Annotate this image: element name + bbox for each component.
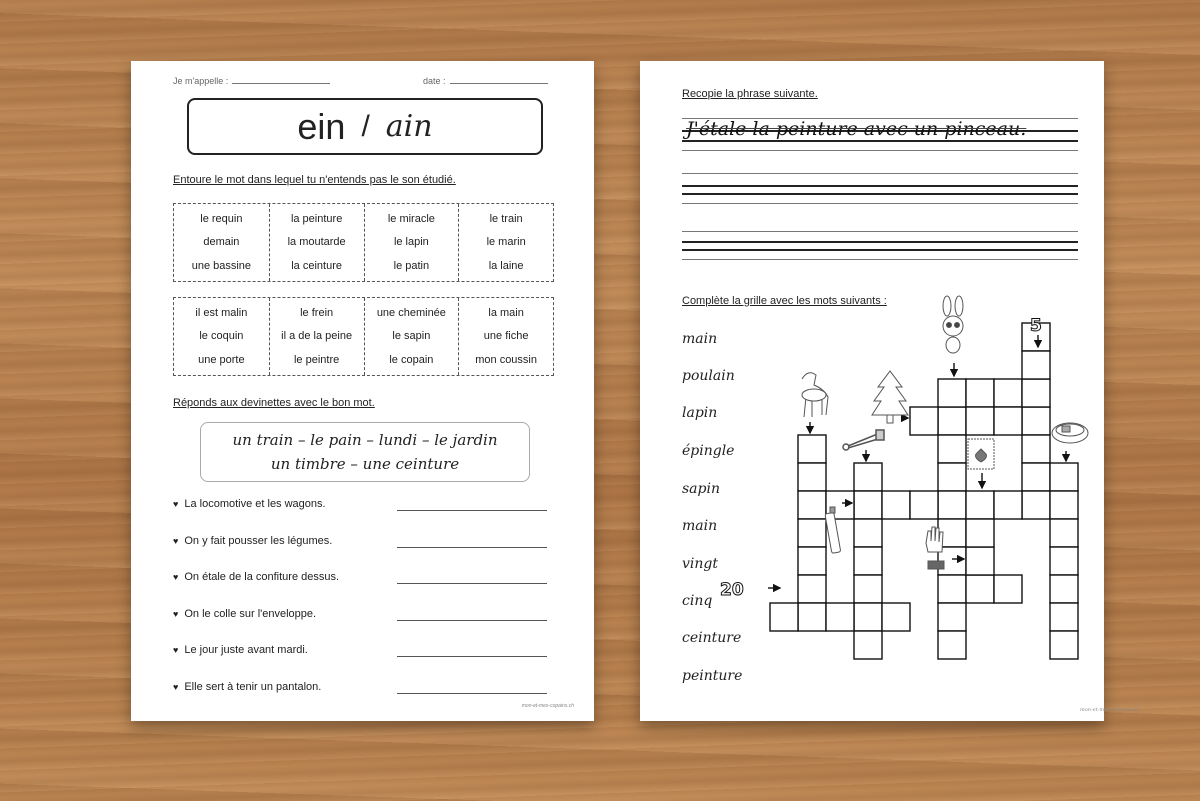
crossword-cell[interactable]	[910, 407, 938, 435]
heart-icon: ♥	[173, 682, 179, 692]
word-cell[interactable]: le requin	[200, 212, 243, 225]
crossword-cell[interactable]	[798, 519, 826, 547]
word-cell[interactable]: le frein	[300, 306, 334, 319]
crossword-cell[interactable]	[1022, 407, 1050, 435]
fir-tree-icon	[872, 371, 908, 423]
word-column	[174, 204, 269, 281]
answer-line[interactable]	[397, 547, 547, 548]
instruction-crossword: Complète la grille avec les mots suivants :	[682, 295, 887, 307]
word-cell[interactable]: la ceinture	[291, 260, 342, 273]
crossword-cell[interactable]	[798, 435, 826, 463]
date-label: date :	[423, 76, 446, 86]
word-list-item: main	[682, 518, 718, 534]
title-box	[187, 98, 543, 155]
crossword-cell[interactable]	[1050, 575, 1078, 603]
word-cell[interactable]: la peinture	[290, 212, 343, 225]
riddle-row	[173, 681, 548, 693]
crossword-grid	[640, 61, 1139, 721]
word-table-2	[173, 297, 554, 376]
crossword-cell[interactable]	[966, 519, 994, 547]
riddle-row	[173, 571, 548, 583]
word-column	[174, 298, 269, 375]
heart-icon: ♥	[173, 536, 179, 546]
word-cell[interactable]: la moutarde	[287, 236, 346, 249]
crossword-cell[interactable]	[1022, 435, 1050, 463]
crossword-cell[interactable]	[854, 575, 882, 603]
answer-line[interactable]	[397, 583, 547, 584]
crossword-cell[interactable]	[938, 435, 966, 463]
riddle-text: Elle sert à tenir un pantalon.	[184, 681, 322, 693]
crossword-cell[interactable]	[826, 603, 854, 631]
title-ein: ein	[297, 105, 346, 147]
crossword-cell[interactable]	[938, 407, 966, 435]
name-field[interactable]	[173, 76, 330, 86]
word-cell[interactable]: le coquin	[199, 330, 244, 343]
word-cell[interactable]: le lapin	[393, 236, 429, 249]
crossword-cell[interactable]	[798, 491, 826, 519]
instruction-circle-word: Entoure le mot dans lequel tu n'entends pas le son étudié.	[173, 174, 456, 186]
answer-word-bank	[200, 422, 530, 482]
crossword-cell[interactable]	[1022, 491, 1050, 519]
answer-line[interactable]	[397, 693, 547, 694]
answer-line[interactable]	[397, 620, 547, 621]
horse-icon	[802, 373, 828, 417]
word-cell[interactable]: la laine	[488, 260, 524, 273]
crossword-cell[interactable]	[854, 603, 882, 631]
word-cell[interactable]: le peintre	[293, 354, 340, 367]
word-column	[458, 204, 553, 281]
crossword-cell[interactable]	[966, 547, 994, 575]
instruction-riddles: Réponds aux devinettes avec le bon mot.	[173, 397, 375, 409]
word-column	[269, 204, 364, 281]
answer-line[interactable]	[397, 510, 547, 511]
crossword-cell[interactable]	[938, 379, 966, 407]
stamp-icon	[968, 439, 994, 469]
word-cell[interactable]: la main	[488, 306, 524, 319]
instruction-copy: Recopie la phrase suivante.	[682, 88, 818, 100]
riddle-row	[173, 498, 548, 510]
rabbit-icon	[943, 296, 963, 353]
word-column	[364, 298, 459, 375]
crossword-cell[interactable]	[798, 463, 826, 491]
crossword-cell[interactable]	[966, 491, 994, 519]
heart-icon: ♥	[173, 609, 179, 619]
word-list-item: ceinture	[682, 630, 742, 646]
word-list-item: peinture	[682, 668, 743, 684]
crossword-cell[interactable]	[1050, 603, 1078, 631]
crossword-cell[interactable]	[994, 407, 1022, 435]
crossword-cell[interactable]	[994, 575, 1022, 603]
word-cell[interactable]: il a de la peine	[281, 330, 353, 343]
crossword-cell[interactable]	[910, 491, 938, 519]
word-column	[269, 298, 364, 375]
riddle-row	[173, 608, 548, 620]
belt-icon	[1052, 423, 1088, 443]
worksheet-left	[131, 61, 594, 721]
word-cell[interactable]: le patin	[393, 260, 430, 273]
credit-text-right: mon-et-mes-copains.ch	[1080, 707, 1139, 713]
crossword-cell[interactable]	[1022, 351, 1050, 379]
word-cell[interactable]: le copain	[389, 354, 434, 367]
crossword-cell[interactable]	[994, 379, 1022, 407]
word-list-item: lapin	[682, 405, 718, 421]
riddle-row	[173, 535, 548, 547]
word-list-item: vingt	[682, 556, 718, 572]
crossword-cell[interactable]	[938, 631, 966, 659]
crossword-cell[interactable]	[1050, 491, 1078, 519]
word-cell[interactable]: mon coussin	[475, 354, 537, 367]
crossword-cell[interactable]	[882, 603, 910, 631]
word-list-item: main	[682, 331, 718, 347]
crossword-cell[interactable]	[770, 603, 798, 631]
model-sentence: J'étale la peinture avec un pinceau.	[686, 118, 1027, 140]
word-list-item: cinq	[682, 593, 713, 609]
heart-icon: ♥	[173, 499, 179, 509]
word-column	[458, 298, 553, 375]
title-slash: /	[361, 109, 370, 143]
glove-icon	[926, 527, 944, 569]
heart-icon: ♥	[173, 645, 179, 655]
title-ain: ain	[385, 109, 433, 144]
word-cell[interactable]: une bassine	[191, 260, 252, 273]
crossword-cell[interactable]	[938, 491, 966, 519]
clue-number-5: 5	[1030, 316, 1042, 336]
word-list-item: épingle	[682, 443, 735, 459]
crossword-cell[interactable]	[854, 491, 882, 519]
riddle-row	[173, 644, 548, 656]
crossword-cell[interactable]	[966, 575, 994, 603]
crossword-cell[interactable]	[854, 547, 882, 575]
word-cell[interactable]: le marin	[486, 236, 526, 249]
crossword-cell[interactable]	[854, 631, 882, 659]
crossword-cell[interactable]	[798, 547, 826, 575]
crossword-cell[interactable]	[1050, 547, 1078, 575]
word-bank-line-2: un timbre – une ceinture	[270, 455, 460, 473]
word-list-item: sapin	[682, 481, 720, 497]
word-list-item: poulain	[682, 368, 735, 384]
word-bank-line-1: un train – le pain – lundi – le jardin	[232, 431, 498, 449]
crossword-cell[interactable]	[1050, 463, 1078, 491]
word-table-1	[173, 203, 554, 282]
crossword-cell[interactable]	[882, 491, 910, 519]
clue-number-20: 20	[720, 580, 744, 600]
riddle-text: On le colle sur l'enveloppe.	[184, 608, 317, 620]
word-cell[interactable]: une fiche	[483, 330, 529, 343]
crossword-cell[interactable]	[854, 519, 882, 547]
word-column	[364, 204, 459, 281]
safety-pin-icon	[843, 430, 884, 450]
riddle-text: La locomotive et les wagons.	[184, 498, 326, 510]
crossword-cell[interactable]	[798, 575, 826, 603]
crossword-cell[interactable]	[966, 407, 994, 435]
crossword-cell[interactable]	[966, 379, 994, 407]
word-cell[interactable]: demain	[203, 236, 240, 249]
word-cell[interactable]: il est malin	[195, 306, 248, 319]
crossword-cell[interactable]	[1050, 631, 1078, 659]
word-cell[interactable]: le sapin	[392, 330, 431, 343]
crossword-cell[interactable]	[1050, 519, 1078, 547]
credit-text: mon-et-mes-copains.ch	[521, 703, 574, 709]
word-cell[interactable]: le train	[489, 212, 523, 225]
crossword-cell[interactable]	[938, 575, 966, 603]
crossword-cell[interactable]	[854, 463, 882, 491]
crossword-cell[interactable]	[1022, 379, 1050, 407]
worksheet-right	[640, 61, 1139, 721]
riddle-text: On étale de la confiture dessus.	[184, 571, 340, 583]
word-cell[interactable]: une porte	[198, 354, 245, 367]
heart-icon: ♥	[173, 572, 179, 582]
crossword-cell[interactable]	[938, 603, 966, 631]
riddle-text: Le jour juste avant mardi.	[184, 644, 308, 656]
crossword-cell[interactable]	[1022, 463, 1050, 491]
answer-line[interactable]	[397, 656, 547, 657]
riddle-text: On y fait pousser les légumes.	[184, 535, 333, 547]
date-field[interactable]	[423, 76, 548, 86]
word-cell[interactable]: une cheminée	[376, 306, 446, 319]
crossword-cell[interactable]	[798, 603, 826, 631]
crossword-cell[interactable]	[938, 463, 966, 491]
word-cell[interactable]: le miracle	[387, 212, 435, 225]
name-label: Je m'appelle :	[173, 76, 229, 86]
crossword-cell[interactable]	[994, 491, 1022, 519]
